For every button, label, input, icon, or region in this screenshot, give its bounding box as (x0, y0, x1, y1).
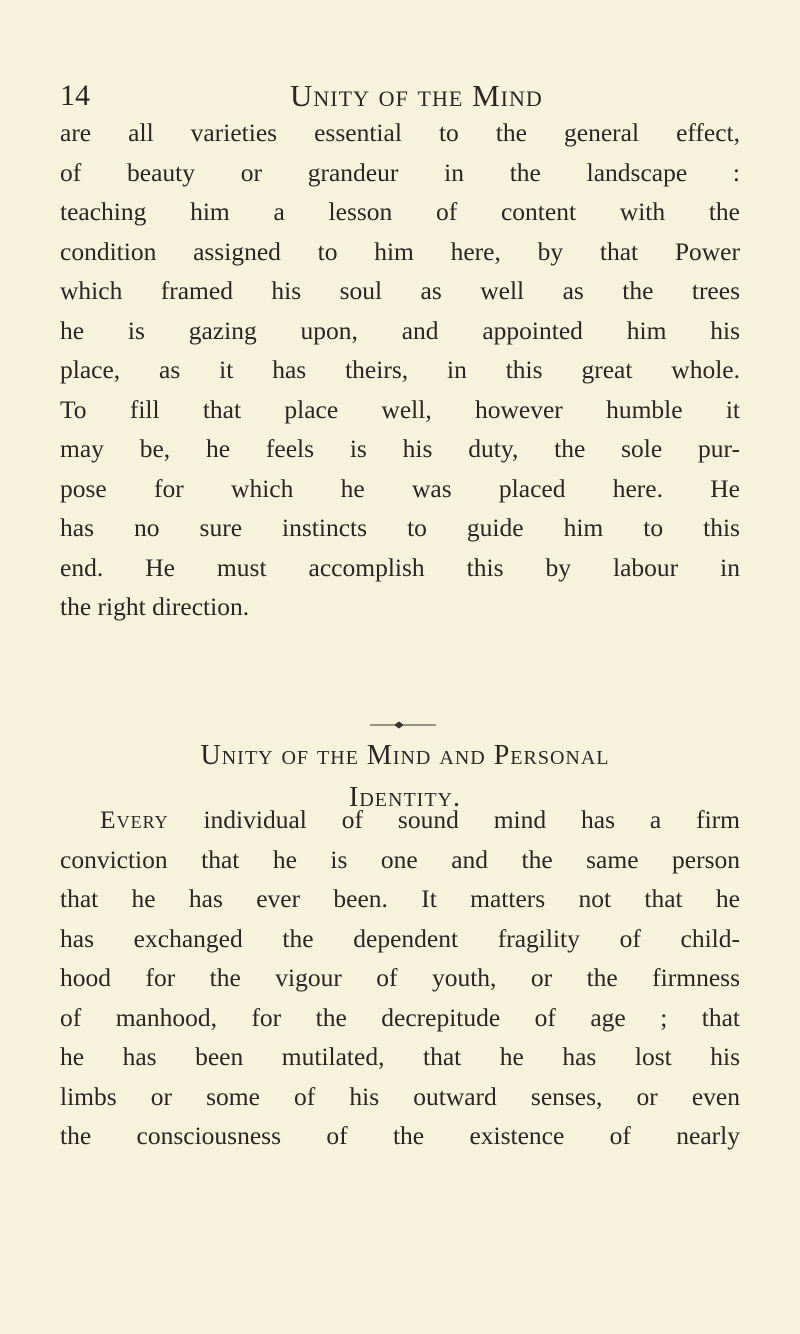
page-number: 14 (60, 79, 90, 112)
text-line: limbs or some of his outward senses, or even (60, 1081, 740, 1111)
running-title: Unity of the Mind (290, 78, 543, 113)
text-line: place, as it has theirs, in this great whole. (60, 355, 740, 384)
running-head (60, 76, 750, 116)
text-line-rest: individual of sound mind has a firm (168, 805, 740, 834)
section-heading-line-2: Identity. (349, 782, 461, 813)
text-line: has no sure instincts to guide him to this (60, 513, 740, 542)
text-line: hood for the vigour of youth, or the firmness (60, 963, 740, 992)
text-line: may be, he feels is his duty, the sole pur- (60, 434, 740, 463)
text-line: end. He must accomplish this by labour in (60, 552, 740, 582)
text-line: he has been mutilated, that he has lost his (60, 1042, 740, 1071)
text-line (60, 800, 740, 840)
section-divider-ornament (368, 718, 438, 732)
text-line: has exchanged the dependent fragility of child- (60, 923, 740, 953)
paragraph-2 (60, 800, 740, 1156)
paragraph-1 (60, 113, 740, 627)
text-line: that he has ever been. It matters not that he (60, 884, 740, 913)
lead-in-word: Every (100, 805, 169, 834)
text-line: of manhood, for the decrepitude of age ; that (60, 1002, 740, 1032)
text-line: conviction that he is one and the same person (60, 844, 740, 874)
section-heading-line-1: Unity of the Mind and Personal (200, 740, 610, 771)
text-line: which framed his soul as well as the trees (60, 276, 740, 305)
text-line: are all varieties essential to the general effect, (60, 118, 740, 147)
text-line: condition assigned to him here, by that Power (60, 236, 740, 266)
text-line: of beauty or grandeur in the landscape : (60, 157, 740, 187)
text-line: To fill that place well, however humble it (60, 394, 740, 424)
text-line: the right direction. (60, 592, 250, 621)
text-line: teaching him a lesson of content with the (60, 197, 740, 226)
text-line: pose for which he was placed here. He (60, 473, 740, 503)
text-line: he is gazing upon, and appointed him his (60, 315, 740, 345)
text-line: the consciousness of the existence of nearly (60, 1121, 740, 1150)
